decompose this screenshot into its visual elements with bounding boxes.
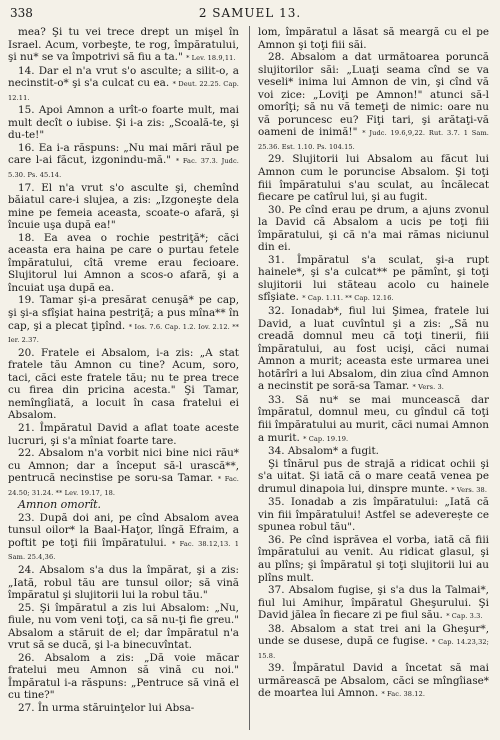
verse-text: 22. Absalom n'a vorbit nici bine nici rău* cu Amnon; dar a început să-l urască**, pentrucă necinstise pe soru-sa Tamar. bbox=[8, 447, 239, 485]
cross-reference: * Fac. 38.12,13. 1 Sam. 25.4,36. bbox=[8, 539, 239, 562]
cross-reference: * Lev. 18.9,11. bbox=[186, 54, 236, 63]
cross-reference: * Vers. 38. bbox=[451, 485, 488, 494]
verse bbox=[8, 65, 239, 105]
verse bbox=[8, 347, 239, 422]
verse bbox=[258, 394, 489, 445]
verse bbox=[258, 51, 489, 153]
verse-text: 26. Absalom a zis: „Dă voie măcar fratelui meu Amnon să vină cu noi." Împăratul i-a răspuns: „Pentruce să vină el cu tine?" bbox=[8, 651, 239, 702]
cross-reference: * Fac. 37.3. Judc. 5.30. Ps. 45.14. bbox=[8, 157, 239, 180]
verse-text: 21. Împăratul David a aflat toate aceste lucruri, şi s'a mîniat foarte tare. bbox=[8, 421, 239, 447]
verse-text: 18. Ea avea o rochie pestriţă*; căci aceasta era haina pe care o purtau fetele împăratului, cîtă vreme erau fecioare. Slujitorul lui Amnon a scos-o afară, şi a încuiat uşa după ea. bbox=[8, 231, 239, 294]
verse-text: 25. Şi împăratul a zis lui Absalom: „Nu, fiule, nu vom veni toţi, ca să nu-ţi fie greu." Absalom a stăruit de el; dar împăratul n'a vrut să se ducă, şi l-a binecuvîntat. bbox=[8, 601, 239, 652]
page-header bbox=[10, 6, 490, 22]
verse bbox=[8, 104, 239, 142]
verse bbox=[258, 305, 489, 394]
verse-text: 39. Împăratul David a încetat să mai urmărească pe Absalom, căci se mîngîiase* de moartea lui Amnon. bbox=[258, 662, 489, 700]
verse bbox=[8, 447, 239, 499]
cross-reference: * Cap. 14.23,32; 15.8. bbox=[258, 638, 490, 660]
verse-text: 34. Absalom* a fugit. bbox=[268, 445, 379, 458]
verse-text: 35. Ionadab a zis împăratului: „Iată că vin fiii împăratului! Astfel se adeverește ce spunea robul tău". bbox=[258, 496, 489, 534]
verse-text: 28. Absalom a dat următoarea poruncă slujitorilor săi: „Luaţi seama cînd se va veseli* inima lui Amnon de vin, şi cînd vă voi zice: „Loviţi pe Amnon!" atunci să-l omorîţi; să nu vă temeţi de nimic: oare nu vă poruncesc eu? Fiţi tari, şi arătaţi-vă oameni de inimă!" bbox=[258, 51, 489, 139]
verse-text: 31. Împăratul s'a sculat, şi-a rupt hainele*, şi s'a culcat** pe pămînt, şi toţi slujitorii lui stăteau acolo cu hainele sfîşiate. bbox=[258, 253, 489, 304]
verse bbox=[258, 496, 489, 534]
cross-reference: * Deut. 22.25. Cap. 12.11. bbox=[8, 80, 239, 102]
cross-reference: * Fac. 24.50; 31.24. ** Lev. 19.17, 18. bbox=[8, 475, 239, 497]
right-column bbox=[258, 26, 489, 701]
verse bbox=[258, 458, 489, 497]
verse bbox=[258, 534, 489, 584]
cross-reference: * Vers. 3. bbox=[412, 383, 444, 392]
verse-text: 36. Pe cînd isprăvea el vorba, iată că fiii împăratului au venit. Au ridicat glasul, şi au plîns; şi împăratul şi toţi slujitorii lui au plîns mult. bbox=[258, 533, 489, 584]
cross-reference: * Judc. 19.6,9,22. Rut. 3.7. 1 Sam. 25.36. Est. 1.10. Ps. 104.15. bbox=[258, 129, 489, 151]
verse bbox=[258, 204, 489, 254]
verse-text: 37. Absalom fugise, şi s'a dus la Talmai*, fiul lui Amihur, împăratul Gheşurului. Şi David jălea în fiecare zi pe fiul său. bbox=[258, 584, 489, 622]
verse-text: 17. El n'a vrut s'o asculte şi, chemînd băiatul care-i slujea, a zis: „Izgoneşte dela mine pe femeia aceasta, scoate-o afară, şi încuie uşa după ea!" bbox=[8, 181, 239, 232]
page-number: 338 bbox=[10, 6, 33, 20]
verse-text: 27. În urma stăruinţelor lui Absa- bbox=[18, 701, 195, 714]
verse bbox=[8, 702, 239, 715]
verse bbox=[258, 445, 489, 458]
verse bbox=[8, 232, 239, 295]
verse-text: 24. Absalom s'a dus la împărat, şi a zis: „Iată, robul tău are tunsul oilor; să vină împăratul şi slujitorii lui la robul tău." bbox=[8, 563, 239, 602]
verse-text: 29. Slujitorii lui Absalom au făcut lui Amnon cum le poruncise Absalom. Şi toţi fiii împăratului s'au sculat, au încălecat fiecare pe catîrul lui, şi au fugit. bbox=[258, 153, 489, 204]
verse-text: mea? Şi tu vei trece drept un mişel în Israel. Acum, vorbeşte, te rog, împăratului, şi nu* se va împotrivi să fiu a ta." bbox=[8, 26, 239, 64]
verse bbox=[258, 662, 489, 701]
verse-text: 30. Pe cînd erau pe drum, a ajuns zvonul la David că Absalom a ucis pe toţi fiii împăratului, şi că n'a mai rămas niciunul din ei. bbox=[258, 203, 489, 254]
cross-reference: * Ios. 7.6. Cap. 1.2. Iov. 2.12. ** Ier. 2.37. bbox=[8, 322, 239, 345]
verse bbox=[258, 26, 489, 51]
verse-text: 38. Absalom a stat trei ani la Gheşur*, unde se dusese, după ce fugise. bbox=[258, 622, 489, 648]
verse bbox=[8, 294, 239, 346]
verse bbox=[8, 564, 239, 602]
verse bbox=[258, 153, 489, 203]
verse-text: 32. Ionadab*, fiul lui Şimea, fratele lui David, a luat cuvîntul şi a zis: „Să nu creadă domnul meu că toţi tinerii, fiii împăratului, au fost ucişi, căci numai Amnon a murit; aceasta este urmarea unei hotărîri a lui Absalom, din ziua cînd Amnon a necinstit pe soră-sa Tamar. bbox=[258, 305, 489, 393]
verse bbox=[8, 512, 239, 564]
section-heading: Amnon omorît. bbox=[18, 498, 102, 512]
verse-text: 15. Apoi Amnon a urît-o foarte mult, mai mult decît o iubise. Şi i-a zis: „Scoală-te, şi du-te!" bbox=[8, 104, 239, 142]
cross-reference: * Cap. 1.11. ** Cap. 12.16. bbox=[302, 294, 394, 303]
verse-text: Şi tînărul pus de strajă a ridicat ochii şi s'a uitat. Şi iată că o mare ceată venea pe drumul dinapoia lui, dinspre munte. bbox=[258, 457, 489, 495]
verse-text: 14. Dar el n'a vrut s'o asculte; a silit-o, a necinstit-o* şi s'a culcat cu ea. bbox=[8, 64, 239, 90]
verse bbox=[258, 623, 489, 663]
verse-text: 16. Ea i-a răspuns: „Nu mai mări răul pe care l-ai făcut, izgonindu-mă." bbox=[8, 141, 239, 167]
verse bbox=[8, 602, 239, 652]
verse bbox=[258, 584, 489, 623]
verse-text: 20. Fratele ei Absalom, i-a zis: „A stat fratele tău Amnon cu tine? Acum, soro, taci, căci este fratele tău; nu te prea trece cu firea din pricina acesta." Şi Tamar, nemîngîiată, a locuit în casa fratelui ei Absalom. bbox=[8, 346, 239, 422]
left-column bbox=[8, 26, 239, 715]
verse-text: lom, împăratul a lăsat să meargă cu el pe Amnon şi toţi fiii săi. bbox=[258, 26, 489, 51]
verse bbox=[8, 652, 239, 702]
verse-text: 33. Să nu* se mai muncească dar împăratul, domnul meu, cu gîndul că toţi fiii împăratului au murit, căci numai Amnon a murit. bbox=[258, 393, 489, 444]
verse-text: 19. Tamar şi-a presărat cenuşă* pe cap, şi şi-a sfîşiat haina pestriţă; a pus mîna** în cap, şi a plecat ţipînd. bbox=[8, 294, 239, 332]
cross-reference: * Cap. 3.3. bbox=[446, 612, 483, 621]
verse bbox=[8, 422, 239, 447]
column-divider bbox=[249, 26, 250, 730]
cross-reference: * Cap. 19.19. bbox=[303, 434, 349, 443]
verse bbox=[8, 142, 239, 182]
running-title: 2 SAMUEL 13. bbox=[198, 6, 302, 20]
cross-reference: * Fac. 38.12. bbox=[381, 690, 426, 699]
verse-text: 23. După doi ani, pe cînd Absalom avea tunsul oilor* la Baal-Haţor, lîngă Efraim, a poftit pe toţi fiii împăratului. bbox=[8, 511, 239, 549]
verse bbox=[258, 254, 489, 305]
verse bbox=[8, 182, 239, 232]
verse bbox=[8, 26, 239, 65]
